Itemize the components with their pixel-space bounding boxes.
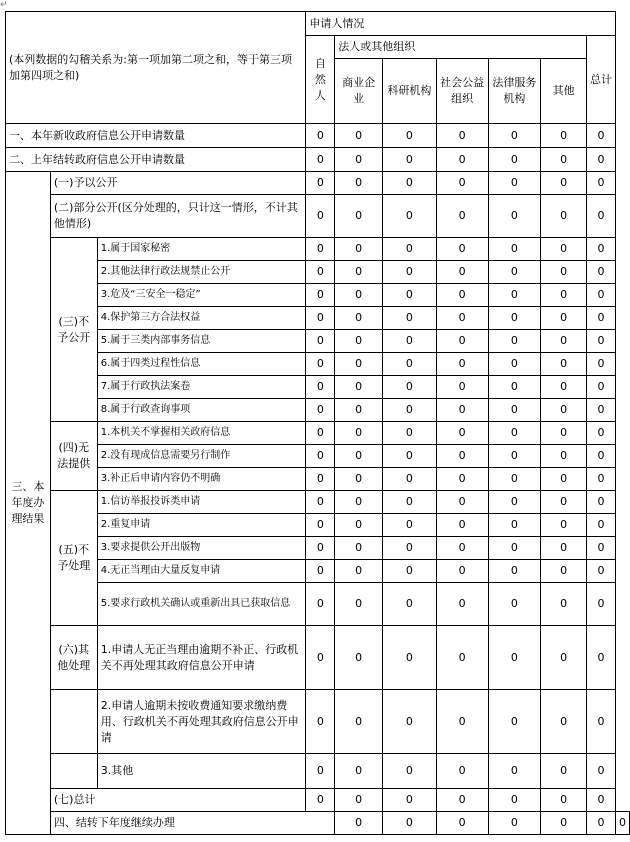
empty-cell	[50, 754, 97, 789]
cell-value: 0	[488, 238, 541, 261]
cell-value: 0	[383, 491, 437, 514]
cell-value: 0	[335, 812, 383, 835]
cell-value: 0	[306, 445, 335, 468]
cell-value: 0	[587, 560, 616, 583]
cell-value: 0	[488, 261, 541, 284]
cell-value: 0	[335, 690, 383, 754]
cell-value: 0	[436, 195, 488, 238]
cell-value: 0	[383, 195, 437, 238]
cell-value: 0	[541, 537, 587, 560]
cell-value: 0	[587, 537, 616, 560]
cell-value: 0	[436, 514, 488, 537]
cell-value: 0	[587, 445, 616, 468]
cell-value: 0	[541, 284, 587, 307]
cell-value: 0	[306, 124, 335, 148]
cell-value: 0	[335, 754, 383, 789]
row-label-g2: (二)部分公开(区分处理的，只计这一情形，不计其他情形)	[50, 195, 306, 238]
cell-value: 0	[383, 124, 437, 148]
row-label-r3-7: 7.属于行政执法案卷	[97, 376, 306, 399]
row-label-g6: (六)其他处理	[50, 626, 97, 690]
cell-value: 0	[383, 238, 437, 261]
cell-value: 0	[436, 789, 488, 812]
cell-value: 0	[383, 468, 437, 491]
cell-value: 0	[541, 514, 587, 537]
cell-value: 0	[541, 560, 587, 583]
cell-value: 0	[488, 468, 541, 491]
cell-value: 0	[488, 514, 541, 537]
cell-value: 0	[306, 195, 335, 238]
row-label-r6-3: 3.其他	[97, 754, 306, 789]
cell-value: 0	[306, 261, 335, 284]
cell-value: 0	[436, 284, 488, 307]
cell-value: 0	[436, 172, 488, 195]
cell-value: 0	[541, 353, 587, 376]
row-label-r3-4: 4.保护第三方合法权益	[97, 307, 306, 330]
cell-value: 0	[383, 445, 437, 468]
cell-value: 0	[335, 789, 383, 812]
cell-value: 0	[541, 330, 587, 353]
cell-value: 0	[383, 353, 437, 376]
cell-value: 0	[587, 172, 616, 195]
cell-value: 0	[306, 284, 335, 307]
cell-value: 0	[436, 307, 488, 330]
cell-value: 0	[488, 491, 541, 514]
cell-value: 0	[488, 583, 541, 626]
row-label-g5: (五)不予处理	[50, 491, 97, 626]
cell-value: 0	[541, 238, 587, 261]
cell-value: 0	[436, 330, 488, 353]
cell-value: 0	[335, 124, 383, 148]
cell-value: 0	[335, 238, 383, 261]
row-label-carried: 二、上年结转政府信息公开申请数量	[6, 148, 306, 172]
row-label-r5-4: 4.无正当理由大量反复申请	[97, 560, 306, 583]
cell-value: 0	[383, 690, 437, 754]
cell-value: 0	[488, 560, 541, 583]
cell-value: 0	[488, 124, 541, 148]
cell-value: 0	[587, 583, 616, 626]
cell-value: 0	[616, 812, 630, 835]
cell-value: 0	[488, 307, 541, 330]
cell-value: 0	[587, 376, 616, 399]
cell-value: 0	[383, 172, 437, 195]
cell-value: 0	[383, 583, 437, 626]
row-label-next: 四、结转下年度继续办理	[50, 812, 334, 835]
cell-value: 0	[587, 261, 616, 284]
cell-value: 0	[488, 376, 541, 399]
cell-value: 0	[587, 812, 616, 835]
cell-value: 0	[383, 560, 437, 583]
cell-value: 0	[541, 445, 587, 468]
cell-value: 0	[335, 195, 383, 238]
cell-value: 0	[436, 626, 488, 690]
cell-value: 0	[541, 491, 587, 514]
cell-value: 0	[383, 626, 437, 690]
row-label-r3-2: 2.其他法律行政法规禁止公开	[97, 261, 306, 284]
cell-value: 0	[541, 583, 587, 626]
cell-value: 0	[335, 491, 383, 514]
cell-value: 0	[587, 238, 616, 261]
row-label-r3-8: 8.属于行政查询事项	[97, 399, 306, 422]
cell-value: 0	[436, 583, 488, 626]
row-label-r5-2: 2.重复申请	[97, 514, 306, 537]
cell-value: 0	[436, 124, 488, 148]
header-research: 科研机构	[383, 59, 437, 124]
cell-value: 0	[306, 491, 335, 514]
cell-value: 0	[488, 626, 541, 690]
cell-value: 0	[306, 399, 335, 422]
cell-value: 0	[541, 261, 587, 284]
cell-value: 0	[436, 353, 488, 376]
header-legal-service: 法律服务机构	[488, 59, 541, 124]
header-natural-person: 自然人	[306, 36, 335, 124]
cell-value: 0	[488, 353, 541, 376]
cell-value: 0	[383, 307, 437, 330]
cell-value: 0	[383, 754, 437, 789]
cell-value: 0	[587, 754, 616, 789]
cell-value: 0	[541, 789, 587, 812]
row-label-r6-2: 2.申请人逾期未按收费通知要求缴纳费用、行政机关不再处理其政府信息公开申请	[97, 690, 306, 754]
cell-value: 0	[541, 690, 587, 754]
cell-value: 0	[541, 468, 587, 491]
cell-value: 0	[306, 789, 335, 812]
cell-value: 0	[335, 514, 383, 537]
row-label-r3-6: 6.属于四类过程性信息	[97, 353, 306, 376]
row-label-r6-1: 1.申请人无正当理由逾期不补正、行政机关不再处理其政府信息公开申请	[97, 626, 306, 690]
cell-value: 0	[436, 754, 488, 789]
header-commercial: 商业企业	[335, 59, 383, 124]
row-label-r4-2: 2.没有现成信息需要另行制作	[97, 445, 306, 468]
cell-value: 0	[587, 330, 616, 353]
cell-value: 0	[587, 284, 616, 307]
cell-value: 0	[306, 560, 335, 583]
row-label-r3-5: 5.属于三类内部事务信息	[97, 330, 306, 353]
cell-value: 0	[587, 399, 616, 422]
row-label-g7: (七)总计	[50, 789, 306, 812]
cell-value: 0	[383, 148, 437, 172]
cell-value: 0	[488, 812, 541, 835]
cell-value: 0	[436, 445, 488, 468]
cell-value: 0	[488, 789, 541, 812]
row-label-r3-3: 3.危及“三安全一稳定”	[97, 284, 306, 307]
row-label-r5-3: 3.要求提供公开出版物	[97, 537, 306, 560]
cell-value: 0	[436, 422, 488, 445]
cell-value: 0	[541, 422, 587, 445]
cell-value: 0	[488, 195, 541, 238]
cell-value: 0	[383, 514, 437, 537]
cell-value: 0	[587, 353, 616, 376]
cell-value: 0	[383, 376, 437, 399]
cell-value: 0	[488, 330, 541, 353]
cell-value: 0	[488, 172, 541, 195]
cell-value: 0	[541, 195, 587, 238]
cell-value: 0	[335, 445, 383, 468]
cell-value: 0	[488, 422, 541, 445]
cell-value: 0	[587, 690, 616, 754]
header-legal-group: 法人或其他组织	[335, 36, 587, 59]
cell-value: 0	[306, 583, 335, 626]
cell-value: 0	[541, 376, 587, 399]
cell-value: 0	[587, 514, 616, 537]
cell-value: 0	[383, 330, 437, 353]
cell-value: 0	[587, 789, 616, 812]
cell-value: 0	[436, 537, 488, 560]
cell-value: 0	[436, 690, 488, 754]
paragraph-mark-icon: ↵	[0, 0, 8, 10]
cell-value: 0	[436, 148, 488, 172]
row-label-r4-3: 3.补正后申请内容仍不明确	[97, 468, 306, 491]
cell-value: 0	[335, 537, 383, 560]
cell-value: 0	[306, 754, 335, 789]
row-label-r5-5: 5.要求行政机关确认或重新出具已获取信息	[97, 583, 306, 626]
header-total: 总计	[587, 36, 616, 124]
cell-value: 0	[541, 307, 587, 330]
row-label-r5-1: 1.信访举报投诉类申请	[97, 491, 306, 514]
cell-value: 0	[541, 626, 587, 690]
cell-value: 0	[587, 422, 616, 445]
cell-value: 0	[335, 330, 383, 353]
cell-value: 0	[335, 261, 383, 284]
cell-value: 0	[335, 399, 383, 422]
empty-cell	[50, 690, 97, 754]
cell-value: 0	[383, 537, 437, 560]
cell-value: 0	[541, 172, 587, 195]
cell-value: 0	[541, 812, 587, 835]
row-label-result: 三、本年度办理结果	[6, 172, 51, 835]
cell-value: 0	[541, 399, 587, 422]
cell-value: 0	[436, 261, 488, 284]
cell-value: 0	[383, 261, 437, 284]
row-label-new: 一、本年新收政府信息公开申请数量	[6, 124, 306, 148]
cell-value: 0	[541, 148, 587, 172]
cell-value: 0	[587, 124, 616, 148]
cell-value: 0	[306, 468, 335, 491]
header-other: 其他	[541, 59, 587, 124]
cell-value: 0	[383, 284, 437, 307]
cell-value: 0	[335, 307, 383, 330]
cell-value: 0	[436, 491, 488, 514]
cell-value: 0	[587, 468, 616, 491]
cell-value: 0	[306, 353, 335, 376]
statistics-table	[5, 11, 630, 835]
cell-value: 0	[488, 284, 541, 307]
cell-value: 0	[488, 537, 541, 560]
cell-value: 0	[436, 812, 488, 835]
cell-value: 0	[436, 399, 488, 422]
cell-value: 0	[335, 626, 383, 690]
cell-value: 0	[383, 789, 437, 812]
header-social-welfare: 社会公益组织	[436, 59, 488, 124]
cell-value: 0	[335, 353, 383, 376]
cell-value: 0	[335, 148, 383, 172]
cell-value: 0	[541, 754, 587, 789]
row-label-r3-1: 1.属于国家秘密	[97, 238, 306, 261]
cell-value: 0	[306, 307, 335, 330]
cell-value: 0	[306, 330, 335, 353]
cell-value: 0	[335, 468, 383, 491]
cell-value: 0	[335, 422, 383, 445]
cell-value: 0	[488, 754, 541, 789]
cell-value: 0	[383, 812, 437, 835]
cell-value: 0	[587, 491, 616, 514]
cell-value: 0	[436, 376, 488, 399]
cell-value: 0	[306, 376, 335, 399]
cell-value: 0	[488, 148, 541, 172]
cell-value: 0	[306, 422, 335, 445]
cell-value: 0	[541, 124, 587, 148]
cell-value: 0	[306, 148, 335, 172]
cell-value: 0	[488, 690, 541, 754]
cell-value: 0	[306, 626, 335, 690]
row-label-g1: (一)予以公开	[50, 172, 306, 195]
cell-value: 0	[383, 399, 437, 422]
table-note: (本列数据的勾稽关系为:第一项加第二项之和，等于第三项加第四项之和)	[6, 12, 306, 124]
cell-value: 0	[488, 445, 541, 468]
cell-value: 0	[383, 422, 437, 445]
cell-value: 0	[306, 172, 335, 195]
cell-value: 0	[587, 148, 616, 172]
row-label-r4-1: 1.本机关不掌握相关政府信息	[97, 422, 306, 445]
cell-value: 0	[587, 307, 616, 330]
cell-value: 0	[306, 238, 335, 261]
cell-value: 0	[587, 626, 616, 690]
row-label-g3: (三)不予公开	[50, 238, 97, 422]
cell-value: 0	[335, 560, 383, 583]
cell-value: 0	[306, 514, 335, 537]
cell-value: 0	[436, 468, 488, 491]
cell-value: 0	[306, 690, 335, 754]
cell-value: 0	[335, 172, 383, 195]
cell-value: 0	[436, 238, 488, 261]
header-applicant: 申请人情况	[306, 12, 616, 36]
cell-value: 0	[306, 537, 335, 560]
cell-value: 0	[488, 399, 541, 422]
cell-value: 0	[587, 195, 616, 238]
row-label-g4: (四)无法提供	[50, 422, 97, 491]
cell-value: 0	[436, 560, 488, 583]
cell-value: 0	[335, 583, 383, 626]
cell-value: 0	[335, 284, 383, 307]
cell-value: 0	[335, 376, 383, 399]
